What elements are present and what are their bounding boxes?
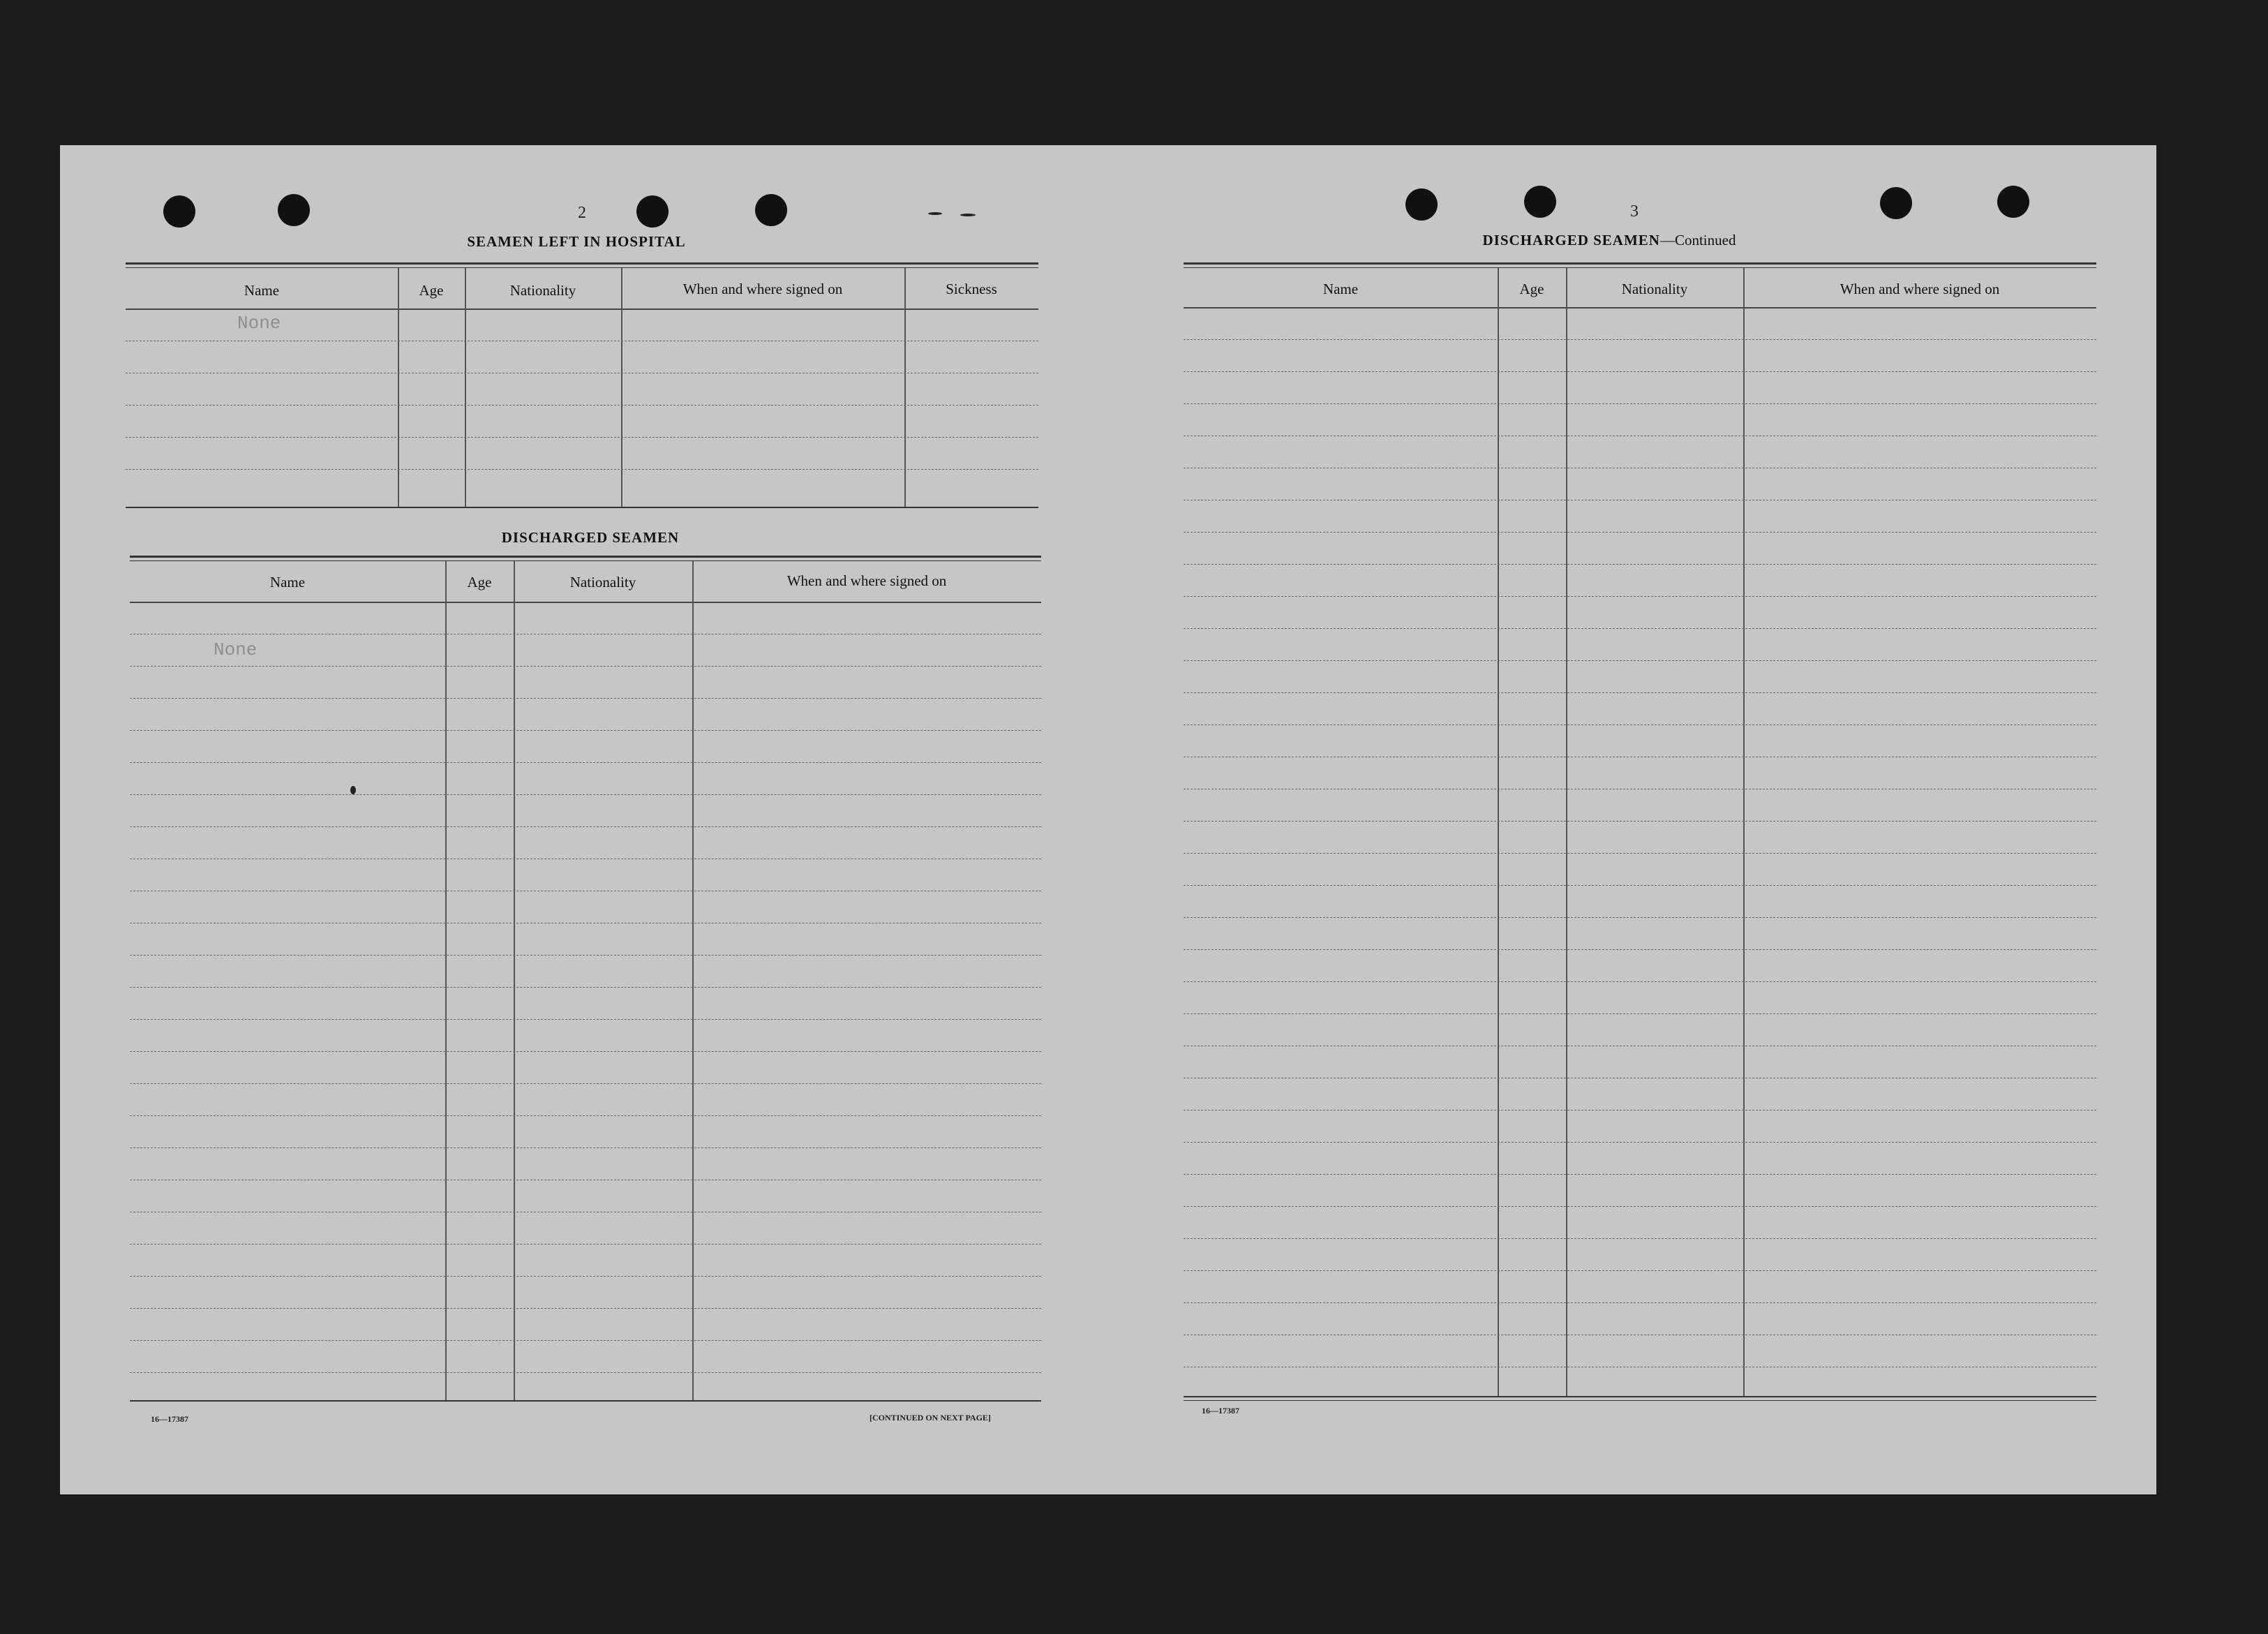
column-header: Age: [467, 574, 492, 591]
punch-hole: [163, 195, 195, 228]
ink-speck: [960, 214, 976, 216]
continued-note: [CONTINUED ON NEXT PAGE]: [870, 1413, 991, 1423]
column-header: Name: [269, 574, 306, 591]
punch-hole: [278, 194, 310, 226]
column-header: When and where signed on: [682, 281, 843, 297]
punch-hole: [1997, 186, 2029, 218]
column-header: Nationality: [509, 282, 576, 299]
column-header: When and where signed on: [1840, 281, 2000, 297]
column-header: When and where signed on: [786, 572, 947, 589]
column-header: Nationality: [1621, 281, 1688, 297]
discharged-entry-none: None: [214, 639, 258, 660]
punch-hole: [755, 194, 787, 226]
hospital-table: [126, 262, 1038, 511]
form-number: 16—17387: [1202, 1406, 1239, 1416]
discharged-section-title: DISCHARGED SEAMEN: [501, 529, 680, 546]
punch-hole: [636, 195, 669, 228]
punch-hole: [1880, 187, 1912, 219]
continued-suffix: —Continued: [1659, 232, 1736, 248]
column-header: Name: [1322, 281, 1359, 297]
punch-hole: [1524, 186, 1556, 218]
discharged-continued-title: [1414, 232, 1805, 249]
document-paper: [60, 145, 2156, 1494]
discharged-table-right: [1184, 262, 2096, 1402]
discharged-continued-title-main: DISCHARGED SEAMEN: [1482, 232, 1660, 248]
discharged-table-left: [130, 556, 1041, 1407]
punch-hole: [1405, 188, 1438, 221]
ink-speck: [928, 212, 942, 215]
column-header: Name: [244, 282, 280, 299]
form-number: 16—17387: [151, 1414, 188, 1424]
hospital-entry-none: None: [237, 313, 281, 334]
column-header: Age: [1519, 281, 1544, 297]
page-number: 3: [1630, 202, 1639, 221]
column-header: Sickness: [946, 281, 997, 297]
hospital-section-title: SEAMEN LEFT IN HOSPITAL: [467, 233, 686, 250]
page-number: 2: [578, 204, 586, 222]
column-header: Age: [419, 282, 444, 299]
column-header: Nationality: [569, 574, 636, 591]
